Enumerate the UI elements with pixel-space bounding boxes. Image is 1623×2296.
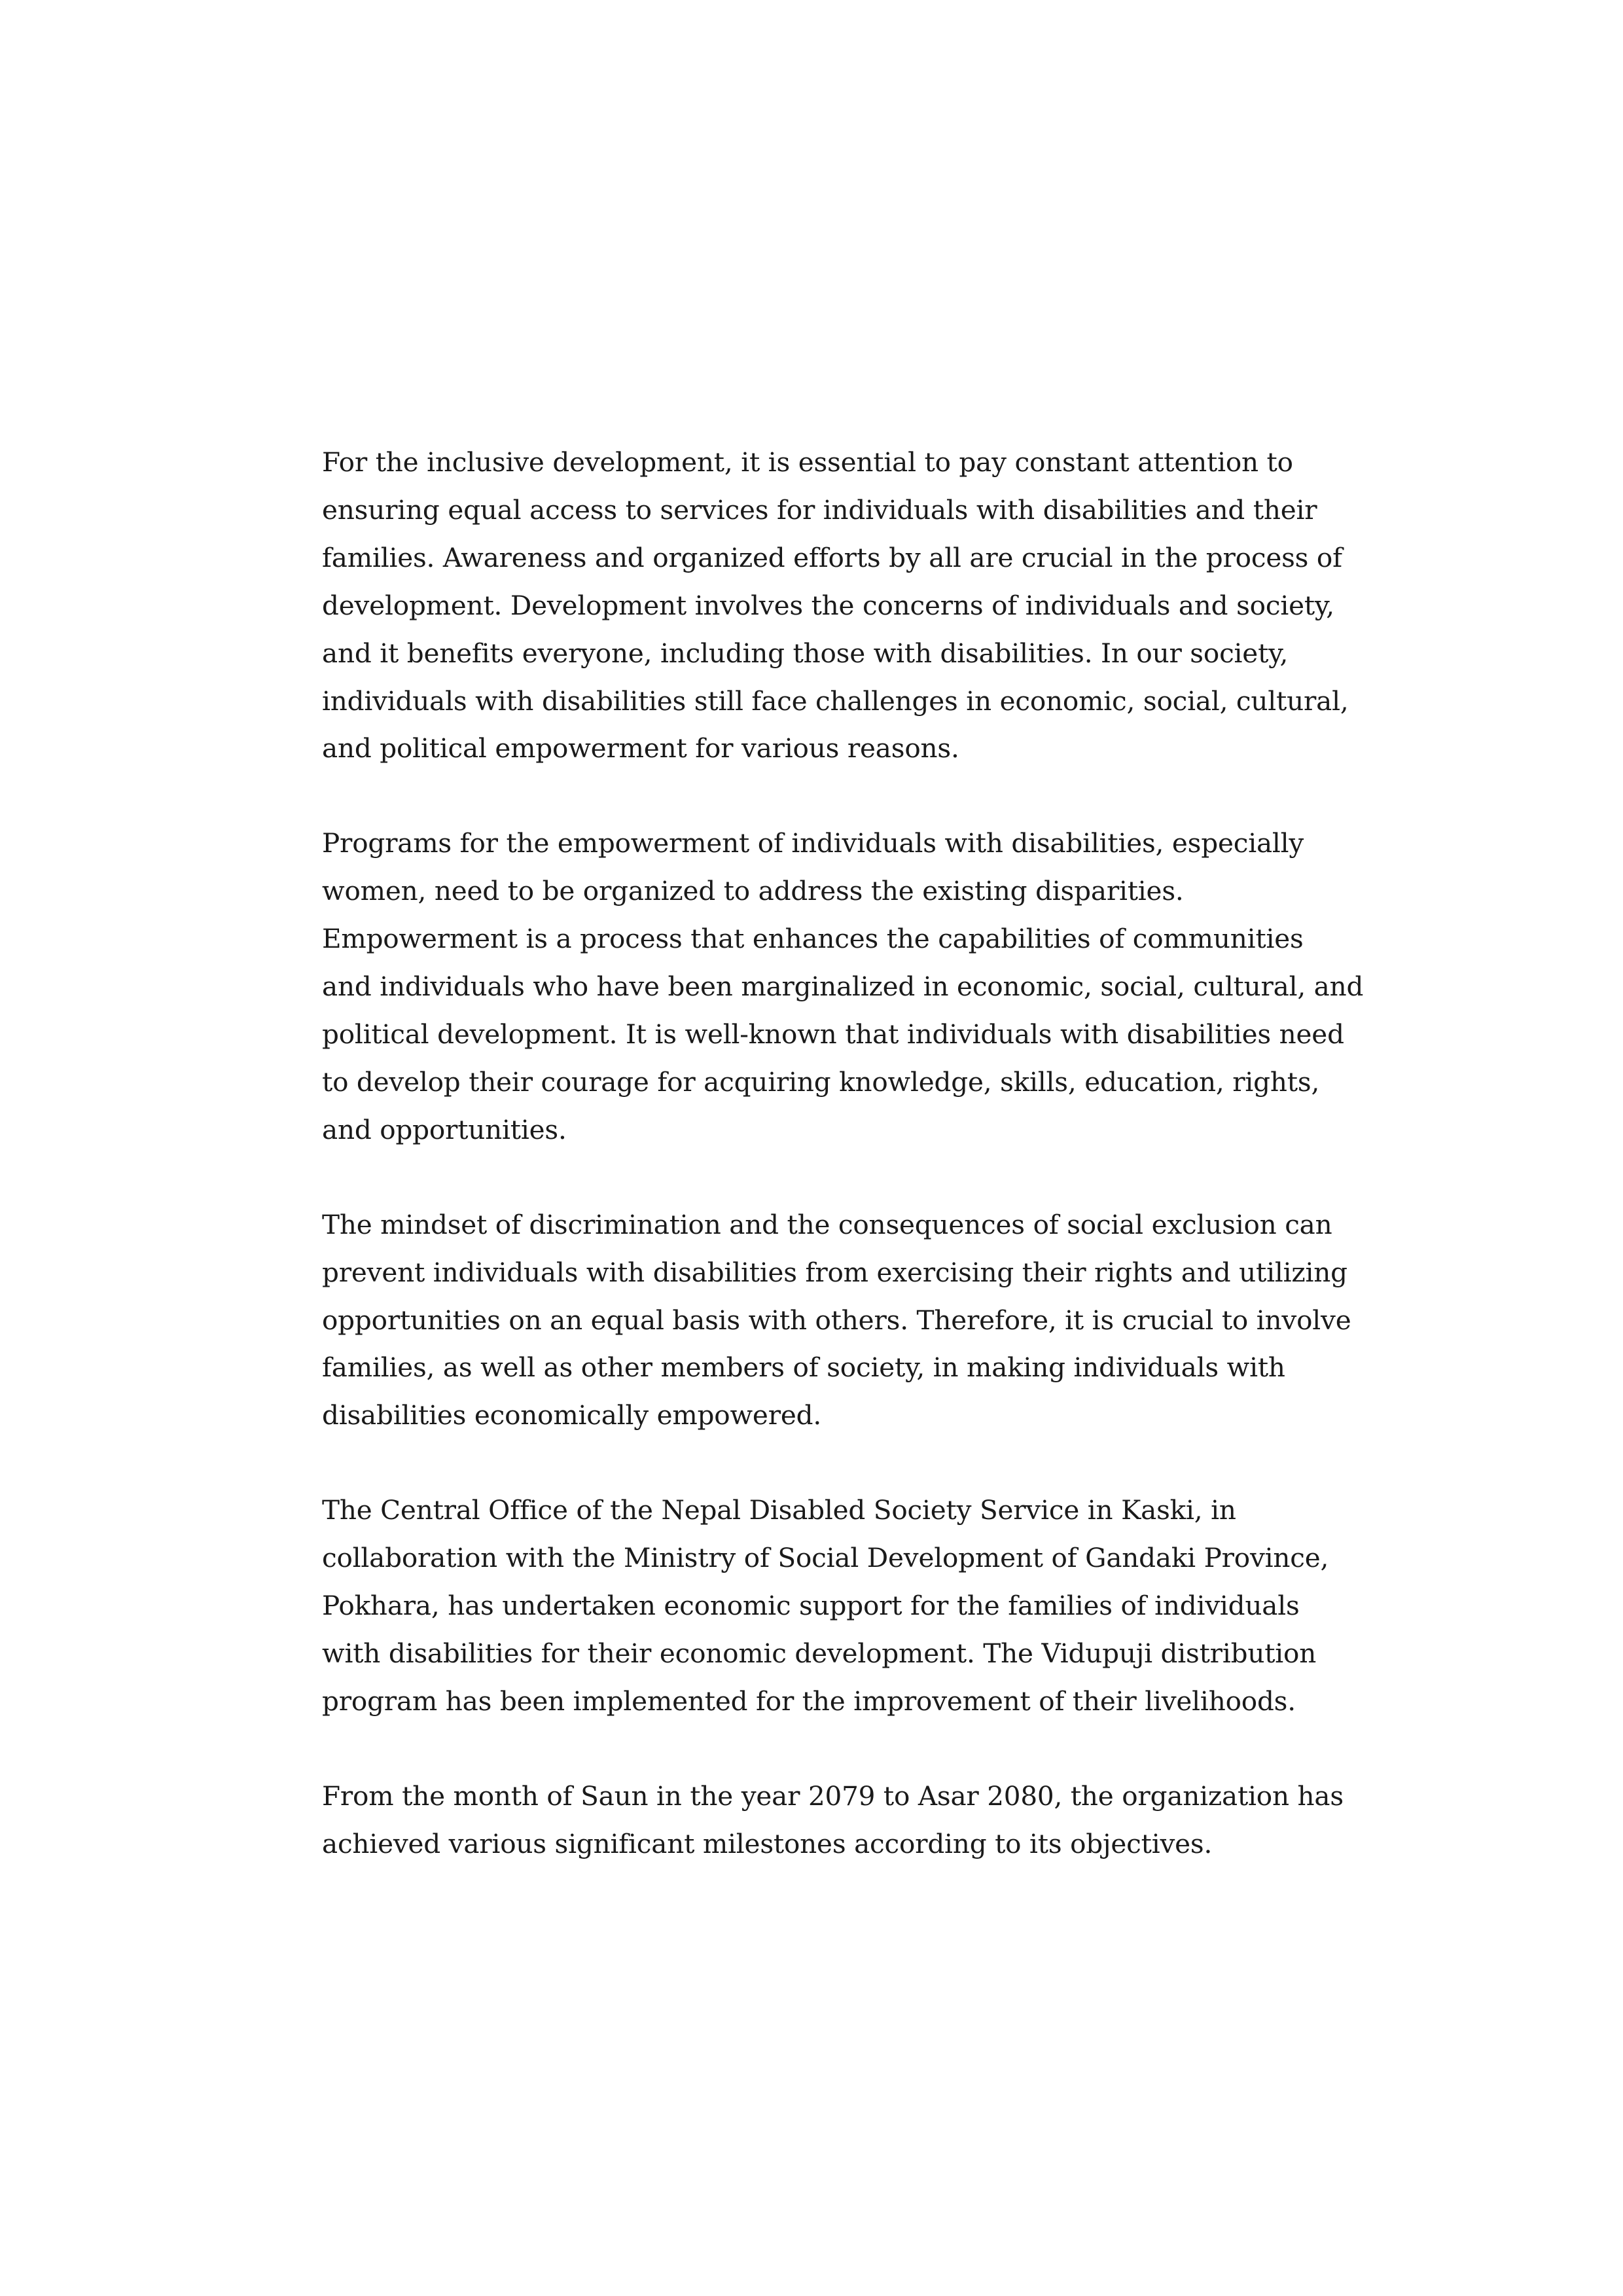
text-line: Empowerment is a process that enhances the capabilities of communities xyxy=(322,923,1304,955)
text-line: opportunities on an equal basis with others. Therefore, it is crucial to involve xyxy=(322,1304,1351,1336)
text-line: families, as well as other members of society, in making individuals with xyxy=(322,1352,1285,1384)
text-line: political development. It is well-known that individuals with disabilities need xyxy=(322,1018,1344,1050)
text-line: Pokhara, has undertaken economic support for the families of individuals xyxy=(322,1590,1300,1622)
text-line: individuals with disabilities still face challenges in economic, social, cultural, xyxy=(322,685,1349,717)
text-line: women, need to be organized to address the existing disparities. xyxy=(322,875,1184,907)
text-line: program has been implemented for the improvement of their livelihoods. xyxy=(322,1685,1296,1717)
text-line: Programs for the empowerment of individuals with disabilities, especially xyxy=(322,827,1304,859)
paragraph-inclusive-development xyxy=(322,439,1369,772)
text-line: and political empowerment for various reasons. xyxy=(322,732,959,764)
paragraph-empowerment-programs xyxy=(322,819,1369,1153)
text-line: development. Development involves the concerns of individuals and society, xyxy=(322,589,1334,621)
text-line: ensuring equal access to services for individuals with disabilities and their xyxy=(322,493,1317,526)
text-line: achieved various significant milestones according to its objectives. xyxy=(322,1827,1213,1859)
text-line: prevent individuals with disabilities from exercising their rights and utilizing xyxy=(322,1256,1347,1288)
text-line: and it benefits everyone, including those with disabilities. In our society, xyxy=(322,637,1289,669)
text-line: and opportunities. xyxy=(322,1113,567,1145)
text-line: and individuals who have been marginalized in economic, social, cultural, and xyxy=(322,971,1364,1003)
text-line: The Central Office of the Nepal Disabled Society Service in Kaski, in xyxy=(322,1494,1236,1526)
paragraph-central-office xyxy=(322,1486,1369,1725)
text-line: The mindset of discrimination and the consequences of social exclusion can xyxy=(322,1208,1332,1240)
text-line: families. Awareness and organized efforts by all are crucial in the process of xyxy=(322,541,1342,573)
document-body xyxy=(322,439,1369,1915)
text-line: with disabilities for their economic development. The Vidupuji distribution xyxy=(322,1637,1317,1669)
text-line: disabilities economically empowered. xyxy=(322,1399,822,1431)
text-line: For the inclusive development, it is essential to pay constant attention to xyxy=(322,446,1293,478)
text-line: collaboration with the Ministry of Social Development of Gandaki Province, xyxy=(322,1542,1329,1574)
text-line: From the month of Saun in the year 2079 to Asar 2080, the organization has xyxy=(322,1780,1344,1812)
paragraph-discrimination-mindset xyxy=(322,1201,1369,1440)
paragraph-milestones xyxy=(322,1772,1369,1868)
text-line: to develop their courage for acquiring knowledge, skills, education, rights, xyxy=(322,1066,1320,1098)
